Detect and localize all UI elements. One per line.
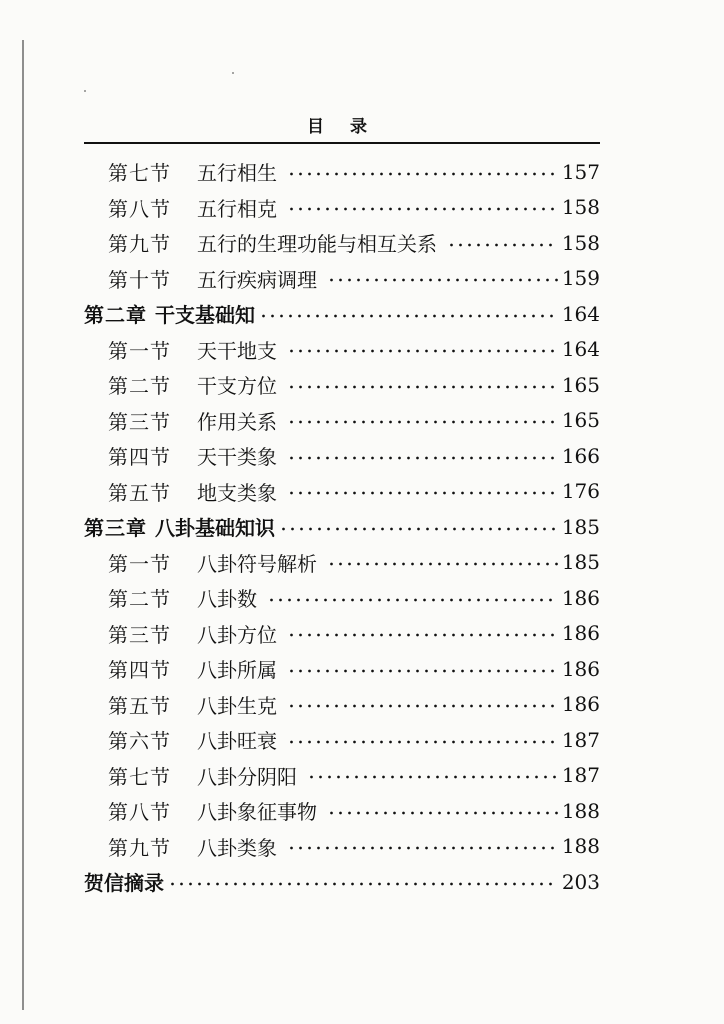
dot-leader — [279, 517, 558, 537]
entry-number: 第九节 — [108, 232, 171, 257]
dot-leader — [287, 836, 558, 856]
entry-number: 第三节 — [108, 409, 171, 434]
entry-number: 第四节 — [108, 658, 171, 683]
toc-section-entry — [84, 545, 600, 581]
entry-page-number: 203 — [561, 869, 600, 894]
entry-number: 第五节 — [108, 693, 171, 718]
entry-number: 第十节 — [108, 267, 171, 292]
entry-page-number: 185 — [561, 514, 600, 539]
page-header — [84, 112, 600, 144]
entry-title: 八卦类象 — [197, 835, 277, 860]
entry-page-number: 187 — [561, 727, 600, 752]
entry-page-number: 176 — [561, 479, 600, 504]
header-rule — [84, 142, 600, 144]
entry-page-number: 186 — [561, 692, 600, 717]
dot-leader — [327, 801, 558, 821]
dot-leader — [287, 694, 558, 714]
entry-page-number: 158 — [561, 230, 600, 255]
entry-title: 八卦分阴阳 — [197, 764, 297, 789]
dot-leader — [287, 623, 558, 643]
entry-number: 第三章 — [84, 516, 147, 541]
entry-title: 干支方位 — [197, 374, 277, 399]
toc-section-entry — [84, 474, 600, 510]
entry-number: 第四节 — [108, 445, 171, 470]
entry-number: 第二节 — [108, 587, 171, 612]
entry-title: 八卦旺衰 — [197, 729, 277, 754]
entry-title: 八卦基础知识 — [155, 516, 275, 541]
entry-number: 第一节 — [108, 551, 171, 576]
dot-leader — [327, 268, 558, 288]
entry-page-number: 188 — [561, 834, 600, 859]
dot-leader — [287, 730, 558, 750]
entry-title: 五行的生理功能与相互关系 — [197, 232, 437, 257]
toc-section-entry — [84, 261, 600, 297]
entry-number: 第五节 — [108, 480, 171, 505]
toc-section-entry — [84, 758, 600, 794]
table-of-contents — [84, 154, 600, 900]
toc-chapter-entry — [84, 509, 600, 545]
entry-title: 八卦生克 — [197, 693, 277, 718]
entry-number: 第八节 — [108, 196, 171, 221]
entry-title: 八卦所属 — [197, 658, 277, 683]
toc-chapter-entry — [84, 864, 600, 900]
entry-page-number: 186 — [561, 585, 600, 610]
toc-section-entry — [84, 154, 600, 190]
entry-title: 八卦数 — [197, 587, 257, 612]
entry-title: 五行相克 — [197, 196, 277, 221]
dot-leader — [327, 552, 558, 572]
entry-page-number: 166 — [561, 443, 600, 468]
entry-page-number: 187 — [561, 763, 600, 788]
toc-section-entry — [84, 829, 600, 865]
entry-page-number: 185 — [561, 550, 600, 575]
entry-title: 天干地支 — [197, 338, 277, 363]
entry-page-number: 159 — [561, 266, 600, 291]
entry-title: 贺信摘录 — [84, 871, 164, 896]
entry-page-number: 165 — [561, 372, 600, 397]
dot-leader — [259, 304, 558, 324]
entry-title: 干支基础知 — [155, 303, 255, 328]
entry-title: 天干类象 — [197, 445, 277, 470]
entry-title: 八卦符号解析 — [197, 551, 317, 576]
entry-number: 第九节 — [108, 835, 171, 860]
dot-leader — [287, 446, 558, 466]
entry-title: 地支类象 — [197, 480, 277, 505]
dot-leader — [287, 659, 558, 679]
toc-section-entry — [84, 793, 600, 829]
dot-leader — [267, 588, 558, 608]
dot-leader — [287, 410, 558, 430]
entry-number: 第二章 — [84, 303, 147, 328]
dot-leader — [168, 872, 558, 892]
scan-speck — [232, 72, 234, 74]
entry-page-number: 164 — [561, 337, 600, 362]
dot-leader — [447, 233, 558, 253]
entry-number: 第八节 — [108, 800, 171, 825]
entry-title: 八卦方位 — [197, 622, 277, 647]
entry-title: 八卦象征事物 — [197, 800, 317, 825]
entry-page-number: 188 — [561, 798, 600, 823]
entry-title: 作用关系 — [197, 409, 277, 434]
entry-page-number: 158 — [561, 195, 600, 220]
dot-leader — [287, 481, 558, 501]
entry-page-number: 165 — [561, 408, 600, 433]
dot-leader — [287, 339, 558, 359]
toc-chapter-entry — [84, 296, 600, 332]
entry-title: 五行疾病调理 — [197, 267, 317, 292]
entry-page-number: 157 — [561, 159, 600, 184]
page-title: 目 录 — [307, 117, 377, 137]
entry-page-number: 186 — [561, 656, 600, 681]
dot-leader — [287, 375, 558, 395]
toc-section-entry — [84, 225, 600, 261]
toc-section-entry — [84, 190, 600, 226]
toc-section-entry — [84, 332, 600, 368]
dot-leader — [287, 197, 558, 217]
entry-number: 第三节 — [108, 622, 171, 647]
toc-section-entry — [84, 616, 600, 652]
entry-number: 第六节 — [108, 729, 171, 754]
entry-number: 第七节 — [108, 764, 171, 789]
scan-speck — [84, 90, 86, 92]
dot-leader — [307, 765, 558, 785]
toc-section-entry — [84, 722, 600, 758]
entry-number: 第七节 — [108, 161, 171, 186]
entry-number: 第二节 — [108, 374, 171, 399]
entry-page-number: 164 — [561, 301, 600, 326]
toc-section-entry — [84, 687, 600, 723]
entry-number: 第一节 — [108, 338, 171, 363]
entry-page-number: 186 — [561, 621, 600, 646]
page-margin-rule — [22, 40, 24, 1010]
entry-title: 五行相生 — [197, 161, 277, 186]
toc-section-entry — [84, 651, 600, 687]
toc-section-entry — [84, 438, 600, 474]
toc-section-entry — [84, 403, 600, 439]
dot-leader — [287, 162, 558, 182]
toc-section-entry — [84, 580, 600, 616]
toc-section-entry — [84, 367, 600, 403]
